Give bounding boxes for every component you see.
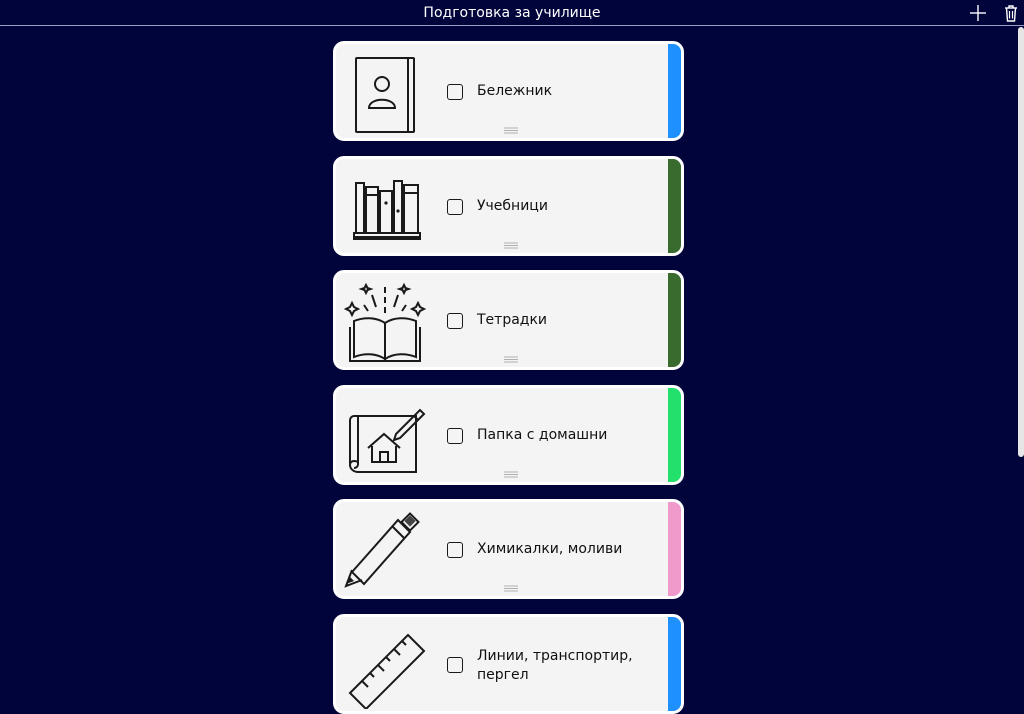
list-item[interactable] (333, 385, 684, 485)
list-item[interactable] (333, 499, 684, 599)
item-checkbox[interactable] (447, 84, 463, 100)
list-item[interactable] (333, 41, 684, 141)
item-label: Папка с домашни (477, 427, 608, 443)
list-item[interactable] (333, 614, 684, 714)
item-color-tag (668, 159, 681, 253)
scrollbar[interactable] (1018, 27, 1024, 457)
list-item[interactable] (333, 270, 684, 370)
plus-icon (968, 3, 988, 23)
item-checkbox[interactable] (447, 199, 463, 215)
item-color-tag (668, 44, 681, 138)
drag-handle-icon[interactable] (504, 242, 518, 249)
item-label: Бележник (477, 83, 553, 99)
open-book-sparkle-icon (342, 279, 428, 365)
item-label: Тетрадки (477, 312, 548, 328)
item-checkbox[interactable] (447, 313, 463, 329)
page-title: Подготовка за училище (423, 5, 601, 21)
item-color-tag (668, 502, 681, 596)
item-label: Линии, транспортир, пергел (477, 648, 633, 683)
drag-handle-icon[interactable] (504, 585, 518, 592)
delete-list-button[interactable] (1001, 3, 1021, 23)
drag-handle-icon[interactable] (504, 471, 518, 478)
item-color-tag (668, 617, 681, 711)
books-on-shelf-icon (342, 165, 428, 251)
item-checkbox[interactable] (447, 428, 463, 444)
notebook-contact-icon (342, 50, 428, 136)
app-header (0, 0, 1024, 26)
drag-handle-icon[interactable] (504, 127, 518, 134)
pencil-icon (342, 508, 428, 594)
item-color-tag (668, 388, 681, 482)
ruler-icon (342, 623, 428, 709)
drag-handle-icon[interactable] (504, 356, 518, 363)
item-checkbox[interactable] (447, 542, 463, 558)
trash-icon (1001, 3, 1021, 23)
item-color-tag (668, 273, 681, 367)
blueprint-house-icon (342, 394, 428, 480)
item-label: Учебници (477, 198, 548, 214)
list-item[interactable] (333, 156, 684, 256)
item-checkbox[interactable] (447, 657, 463, 673)
item-label: Химикалки, моливи (477, 541, 623, 557)
add-item-button[interactable] (968, 3, 988, 23)
